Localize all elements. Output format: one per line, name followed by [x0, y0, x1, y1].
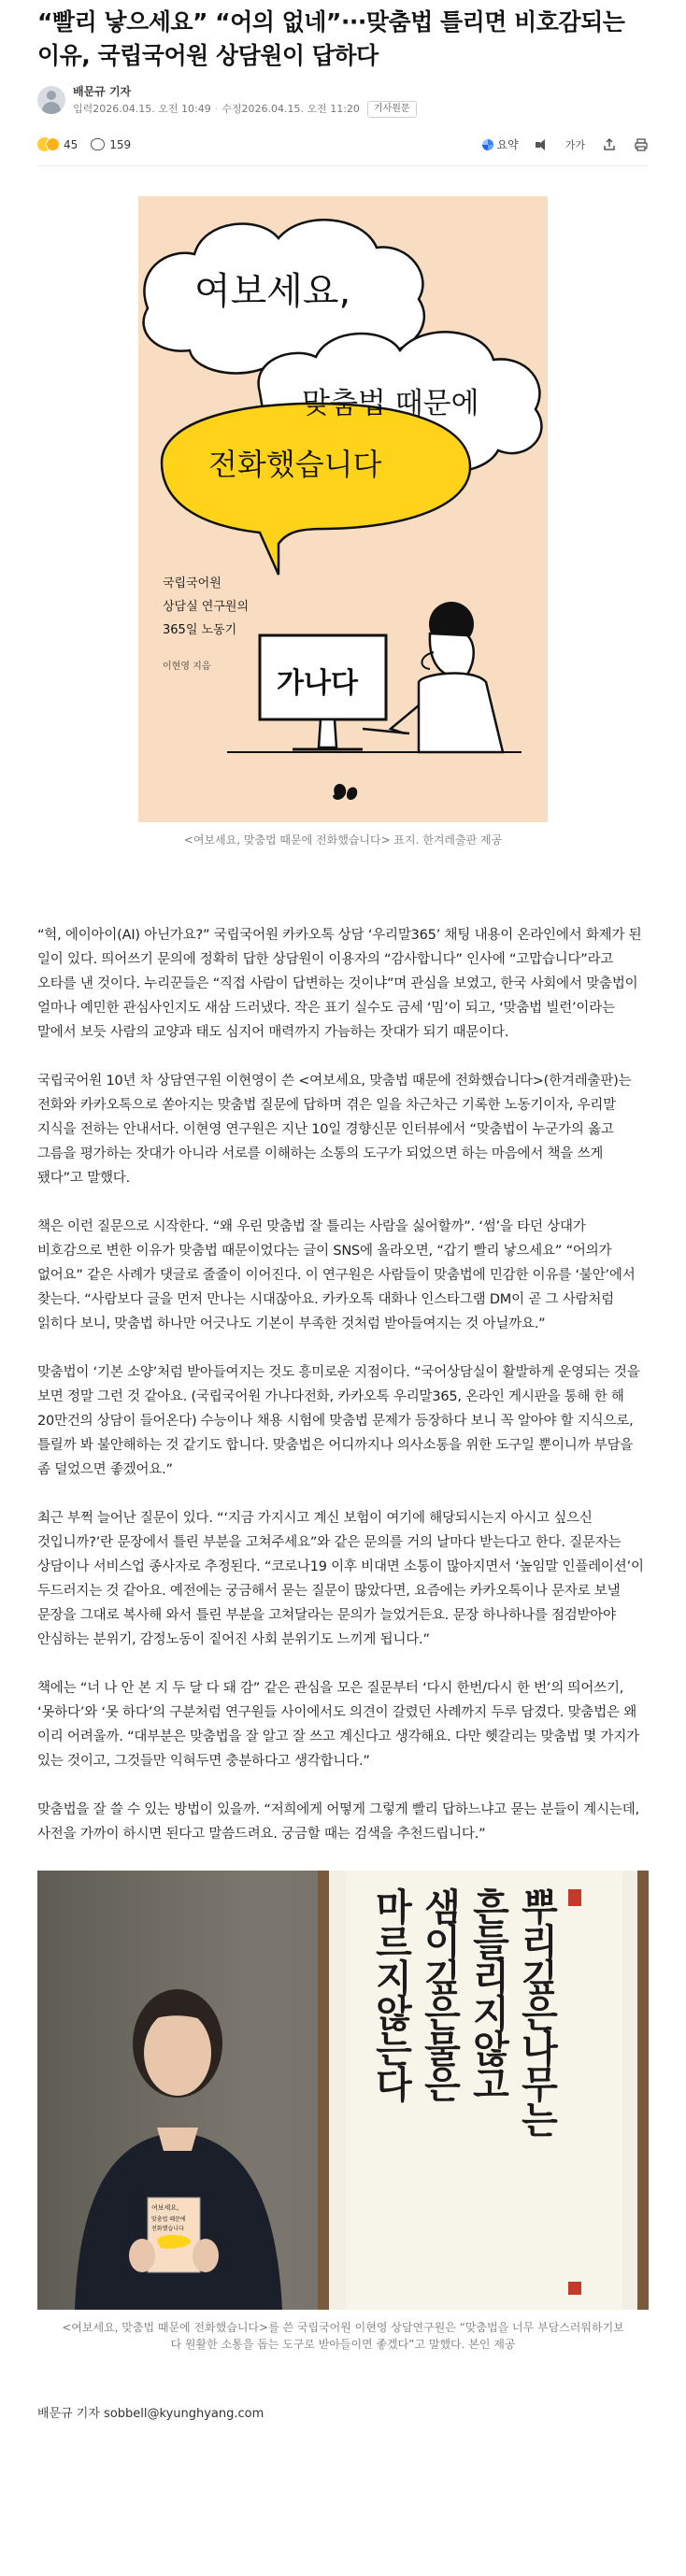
summary-icon — [482, 139, 493, 150]
modified-date: 2026.04.15. 오전 11:20 — [241, 103, 360, 115]
share-icon — [602, 137, 617, 152]
held-book-line1: 여보세요, — [151, 2204, 179, 2212]
held-book-line2: 맞춤법 때문에 — [151, 2216, 186, 2223]
summary-label: 요약 — [496, 138, 519, 151]
footer-byline: 배문규 기자 sobbell@kyunghyang.com — [37, 2407, 264, 2421]
photo-caption: <여보세요, 맞춤법 때문에 전화했습니다>를 쓴 국립국어원 이현영 상담연구원은 “맞춤법을 너무 부담스러워하기보다 원활한 소통을 돕는 도구로 받아들이면 좋겠다”고 말했다. 본인 제공 — [62, 2321, 624, 2351]
calligraphy-text — [364, 1887, 561, 2298]
paragraph: 책은 이런 질문으로 시작한다. “왜 우린 맞춤법 잘 틀리는 사람을 싫어할까”. ‘썸’을 타던 상대가 비호감으로 변한 이유가 맞춤법 때문이었다는 글이 SNS에 올라오면, “갑기 빨리 낳으세요” “어의가 없어요” 같은 사례가 댓글로 줄줄이 이어진다. 이 연구원은 사람들이 맞춤법에 민감한 이유를 ‘불안’에서 찾는다. “사람보다 글을 먼저 만나는 시대잖아요. 카카오톡 대화나 인스타그램 DM이 곧 그 사람처럼 읽히다 보니, 맞춤법 하나만 어긋나도 기본이 부족한 것처럼 받아들여지는 것 아닐까요.” — [37, 1219, 636, 1331]
font-size-button[interactable] — [565, 137, 585, 152]
author-photo[interactable] — [37, 1871, 649, 2310]
published-label: 입력 — [73, 103, 93, 115]
paragraph: “헉, 에이아이(AI) 아닌가요?” 국립국어원 카카오톡 상담 ‘우리말365’ 채팅 내용이 온라인에서 화제가 된 일이 있다. 띄어쓰기 문의에 정확히 답한 상담원이 이용자의 “감사합니다” 인사에 “고맙습니다”라고 오타를 낸 것이다. 누리꾼들은 “직접 사람이 답변하는 것이냐”며 관심을 보였고, 한국 사회에서 맞춤법이 얼마나 예민한 관심사인지도 새삼 드러냈다. 작은 표기 실수도 금세 ‘밈’이 되고, ‘맞춤법 빌런’이라는 말에서 보듯 사람의 교양과 태도 심지어 매력까지 가늠하는 잣대가 되기 때문이다. — [37, 928, 642, 1040]
cover-subtitle-line2: 상담실 연구원의 — [163, 600, 250, 614]
speaker-icon — [536, 139, 549, 150]
published-date: 2026.04.15. 오전 10:49 — [93, 103, 211, 115]
reaction-emoji-icon — [37, 137, 60, 152]
byline — [0, 73, 686, 118]
summary-button[interactable] — [482, 136, 519, 152]
article-dates — [73, 101, 417, 118]
calligraphy-column: 마르지않는다 — [369, 1887, 413, 2100]
cover-title-line3: 전화했습니다 — [208, 447, 382, 482]
paragraph: 맞춤법이 ‘기본 소양’처럼 받아들여지는 것도 흥미로운 지점이다. “국어상담실이 활발하게 운영되는 것을 보면 정말 그런 것 같아요. (국립국어원 가나다전화, 카카오톡 우리말365, 온라인 게시판을 통해 한 해 20만건의 상담이 들어온다) 수능이나 채용 시험에 맞춤법 문제가 등장하다 보니 꼭 알아야 할 지식으로, 틀릴까 봐 불안해하는 것 같기도 합니다. 맞춤법은 어디까지나 의사소통을 위한 도구일 뿐이니까 부담을 좀 덜었으면 좋겠어요.” — [37, 1365, 640, 1477]
comment-count: 159 — [109, 137, 132, 151]
reporter-name[interactable]: 배문규 기자 — [73, 85, 132, 98]
cover-subtitle-line1: 국립국어원 — [163, 576, 222, 591]
cover-monitor-text: 가나다 — [277, 667, 358, 700]
paragraph: 국립국어원 10년 차 상담연구원 이현영이 쓴 <여보세요, 맞춤법 때문에 전화했습니다>(한겨레출판)는 전화와 카카오톡으로 쏟아지는 맞춤법 질문에 답하며 겪은 일을 차근차근 기록한 노동기이자, 우리말 지식을 전하는 안내서다. 이현영 연구원은 지난 10일 경향신문 인터뷰에서 “맞춤법이 누군가의 옳고 그름을 평가하는 잣대가 아니라 서로를 이해하는 소통의 도구가 되었으면 하는 마음에서 책을 쓰게 됐다”고 말했다. — [37, 1074, 632, 1186]
article-toolbar — [37, 136, 649, 166]
share-button[interactable] — [602, 137, 617, 152]
modified-label: 수정 — [222, 103, 242, 115]
print-icon — [634, 137, 649, 152]
reaction-button[interactable] — [37, 137, 78, 152]
paragraph: 최근 부쩍 늘어난 질문이 있다. “‘지금 가지시고 계신 보험이 여기에 해당되시는지 아시고 싶으신 것입니까?’란 문장에서 틀린 부분을 고쳐주세요”와 같은 문의를 거의 날마다 받는다고 한다. 질문자는 상담이나 서비스업 종사자로 추정된다. “코로나19 이후 비대면 소통이 많아지면서 ‘높임말 인플레이션’이 두드러지는 것 같아요. 예전에는 궁금해서 묻는 질문이 많았다면, 요즘에는 카카오톡이나 문자로 보낼 문장을 그대로 복사해 와서 틀린 부분을 고쳐달라는 문의가 늘었거든요. 문장 하나하나를 점검받아야 안심하는 분위기, 감정노동이 짙어진 사회 분위기도 느끼게 됩니다.” — [37, 1511, 644, 1647]
comment-icon — [91, 138, 105, 150]
cover-title-line2: 맞춤법 때문에 — [302, 387, 479, 420]
comment-button[interactable] — [91, 138, 131, 151]
reaction-count: 45 — [64, 137, 79, 151]
listen-button[interactable] — [536, 139, 549, 150]
article-body — [0, 923, 686, 1846]
book-cover-image[interactable] — [138, 196, 548, 822]
calligraphy-column: 샘이깊은물은 — [418, 1887, 462, 2100]
cover-caption: <여보세요, 맞춤법 때문에 전화했습니다> 표지. 한겨레출판 제공 — [183, 833, 503, 847]
original-article-button[interactable]: 기사원문 — [367, 101, 417, 118]
reporter-avatar[interactable] — [37, 86, 65, 114]
photo-figure — [37, 1871, 649, 2353]
cover-author: 이현영 지음 — [163, 662, 211, 672]
print-button[interactable] — [634, 137, 649, 152]
font-size-icon: 가가 — [565, 138, 585, 151]
paragraph: 맞춤법을 잘 쓸 수 있는 방법이 있을까. “저희에게 어떻게 그렇게 빨리 답하느냐고 묻는 분들이 계시는데, 사전을 가까이 하시면 된다고 말씀드려요. 궁금할 때는 검색을 추천드립니다.” — [37, 1802, 639, 1842]
date-separator: · — [214, 103, 219, 115]
held-book-line3: 전화했습니다 — [151, 2226, 184, 2232]
article-headline: “빨리 낳으세요” “어의 없네”···맞춤법 틀리면 비호감되는 이유, 국립국어원 상담원이 답하다 — [37, 8, 625, 69]
calligraphy-column: 흔들리지않고 — [466, 1887, 510, 2100]
cover-figure — [138, 196, 548, 848]
paragraph: 책에는 “너 나 안 본 지 두 달 다 돼 감” 같은 관심을 모은 질문부터 ‘다시 한번/다시 한 번’의 띄어쓰기, ‘못하다’와 ‘못 하다’의 구분처럼 연구원들 사이에서도 의견이 갈렸던 사례까지 두루 담겼다. 맞춤법은 왜 이리 어려울까. “대부분은 맞춤법을 잘 알고 잘 쓰고 계신다고 생각해요. 다만 헷갈리는 맞춤법 몇 가지가 있는 것이고, 그것들만 익혀두면 충분하다고 생각합니다.” — [37, 1681, 639, 1769]
calligraphy-column: 뿌리깊은나무는 — [515, 1887, 559, 2136]
cover-subtitle-line3: 365일 노동기 — [163, 623, 237, 637]
cover-title-line1: 여보세요, — [194, 270, 351, 313]
